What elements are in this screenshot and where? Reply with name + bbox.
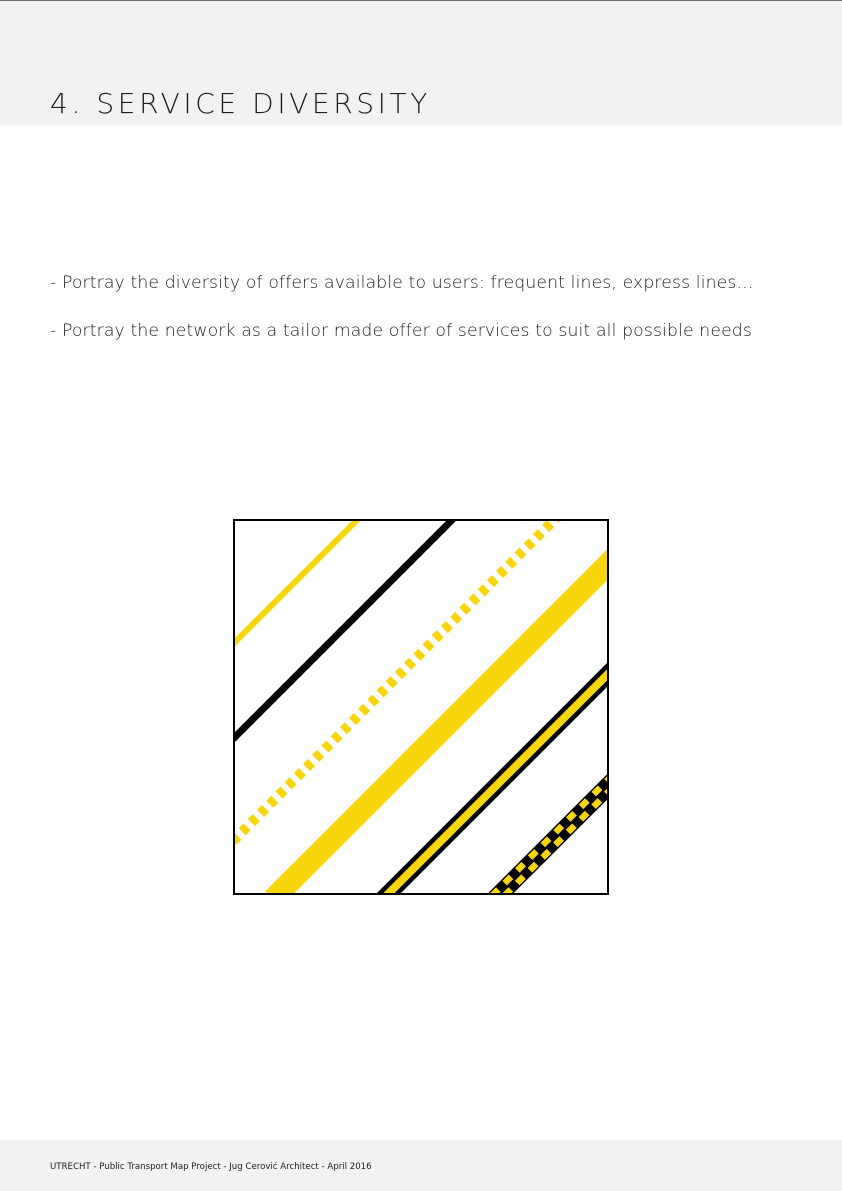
line-styles-diagram [233,519,609,895]
page-title: 4. SERVICE DIVERSITY [50,87,431,120]
bullet-list [50,270,753,366]
bullet-tailor-made-network: - Portray the network as a tailor made offer of services to suit all possible needs [50,321,752,341]
dashed-yellow-line [233,519,558,841]
bullet-diversity-of-offers: - Portray the diversity of offers available to users: frequent lines, express lines... [50,273,754,293]
footer-credit: UTRECHT - Public Transport Map Project - Jug Cerović Architect - April 2016 [50,1162,372,1172]
thin-yellow-line [233,519,373,664]
express-line-base [495,765,609,895]
